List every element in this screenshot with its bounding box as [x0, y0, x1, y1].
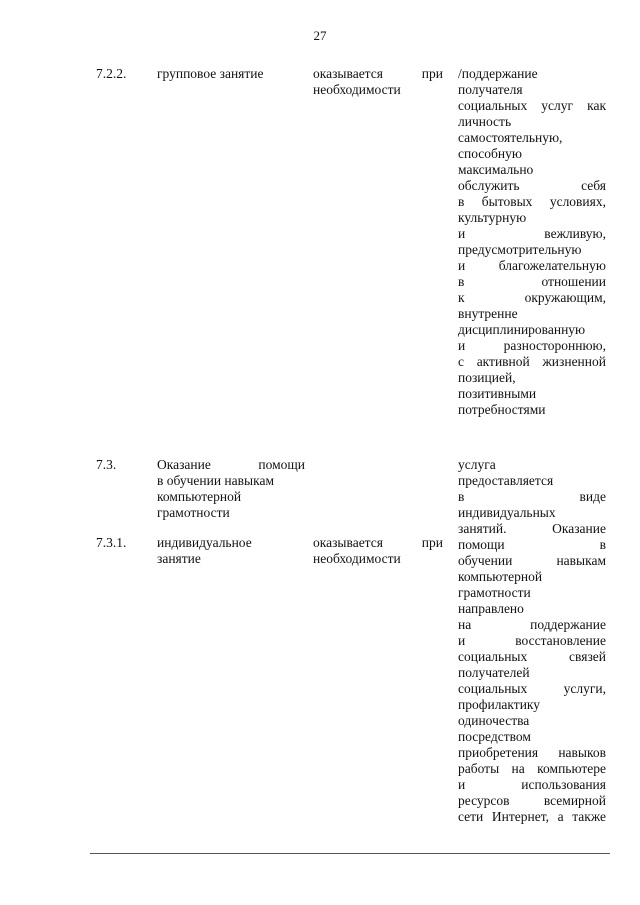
service-line: групповое занятие: [157, 66, 264, 81]
description-line: в бытовых условиях,: [458, 194, 606, 209]
description-line: направлено: [458, 601, 524, 616]
description-line: грамотности: [458, 585, 531, 600]
description-7-3: [458, 457, 606, 825]
description-line: с активной жизненной: [458, 354, 606, 369]
item-number-7-2-2: 7.2.2.: [96, 66, 127, 81]
description-line: профилактику: [458, 697, 541, 712]
description-line: помощи в: [458, 537, 606, 552]
condition-7-2-2: [313, 66, 443, 98]
description-line: и благожелательную: [458, 258, 606, 273]
service-line: индивидуальное: [157, 535, 252, 550]
description-7-2-2: [458, 66, 606, 418]
description-line: приобретения навыков: [458, 745, 606, 760]
description-line: обслужить себя: [458, 178, 606, 193]
description-line: и вежливую,: [458, 226, 606, 241]
service-name-7-2-2: [157, 66, 305, 82]
description-line: занятий. Оказание: [458, 521, 606, 536]
condition-line-1: оказывается при: [313, 66, 443, 81]
description-line: и восстановление: [458, 633, 606, 648]
description-line: позицией,: [458, 370, 516, 385]
service-line: в обучении навыкам: [157, 473, 274, 488]
description-line: сети Интернет, а также: [458, 809, 606, 824]
description-line: одиночества: [458, 713, 530, 728]
condition-7-3-1: [313, 535, 443, 567]
item-number-7-3-1: 7.3.1.: [96, 535, 127, 550]
service-line: Оказание помощи: [157, 457, 305, 472]
description-line: и использования: [458, 777, 606, 792]
description-line: максимально: [458, 162, 534, 177]
description-line: в отношении: [458, 274, 606, 289]
description-line: социальных услуги,: [458, 681, 606, 696]
description-line: получателей: [458, 665, 530, 680]
item-number-7-3: 7.3.: [96, 457, 117, 472]
description-line: работы на компьютере: [458, 761, 606, 776]
service-line: занятие: [157, 551, 201, 566]
condition-line-1: оказывается при: [313, 535, 443, 550]
description-line: социальных услуг как: [458, 98, 606, 113]
service-name-7-3: [157, 457, 305, 521]
description-line: потребностями: [458, 402, 546, 417]
description-line: предусмотрительную: [458, 242, 582, 257]
service-name-7-3-1: [157, 535, 305, 567]
service-line: грамотности: [157, 505, 230, 520]
description-line: позитивными: [458, 386, 537, 401]
description-line: и разностороннюю,: [458, 338, 606, 353]
description-line: в виде: [458, 489, 606, 504]
description-line: посредством: [458, 729, 531, 744]
description-line: предоставляется: [458, 473, 554, 488]
service-line: компьютерной: [157, 489, 242, 504]
page-number: 27: [313, 28, 327, 43]
description-line: личность: [458, 114, 512, 129]
description-line: способную: [458, 146, 522, 161]
description-line: ресурсов всемирной: [458, 793, 606, 808]
description-line: индивидуальных: [458, 505, 556, 520]
condition-line-2: необходимости: [313, 551, 401, 566]
description-line: дисциплинированную: [458, 322, 586, 337]
description-line: к окружающим,: [458, 290, 606, 305]
description-line: социальных связей: [458, 649, 606, 664]
description-line: /поддержание: [458, 66, 538, 81]
description-line: компьютерной: [458, 569, 543, 584]
description-line: обучении навыкам: [458, 553, 606, 568]
description-line: на поддержание: [458, 617, 606, 632]
description-line: внутренне: [458, 306, 518, 321]
description-line: культурную: [458, 210, 527, 225]
description-line: услуга: [458, 457, 496, 472]
description-line: получателя: [458, 82, 523, 97]
condition-line-2: необходимости: [313, 82, 401, 97]
description-line: самостоятельную,: [458, 130, 563, 145]
page-bottom-rule: [90, 853, 610, 854]
